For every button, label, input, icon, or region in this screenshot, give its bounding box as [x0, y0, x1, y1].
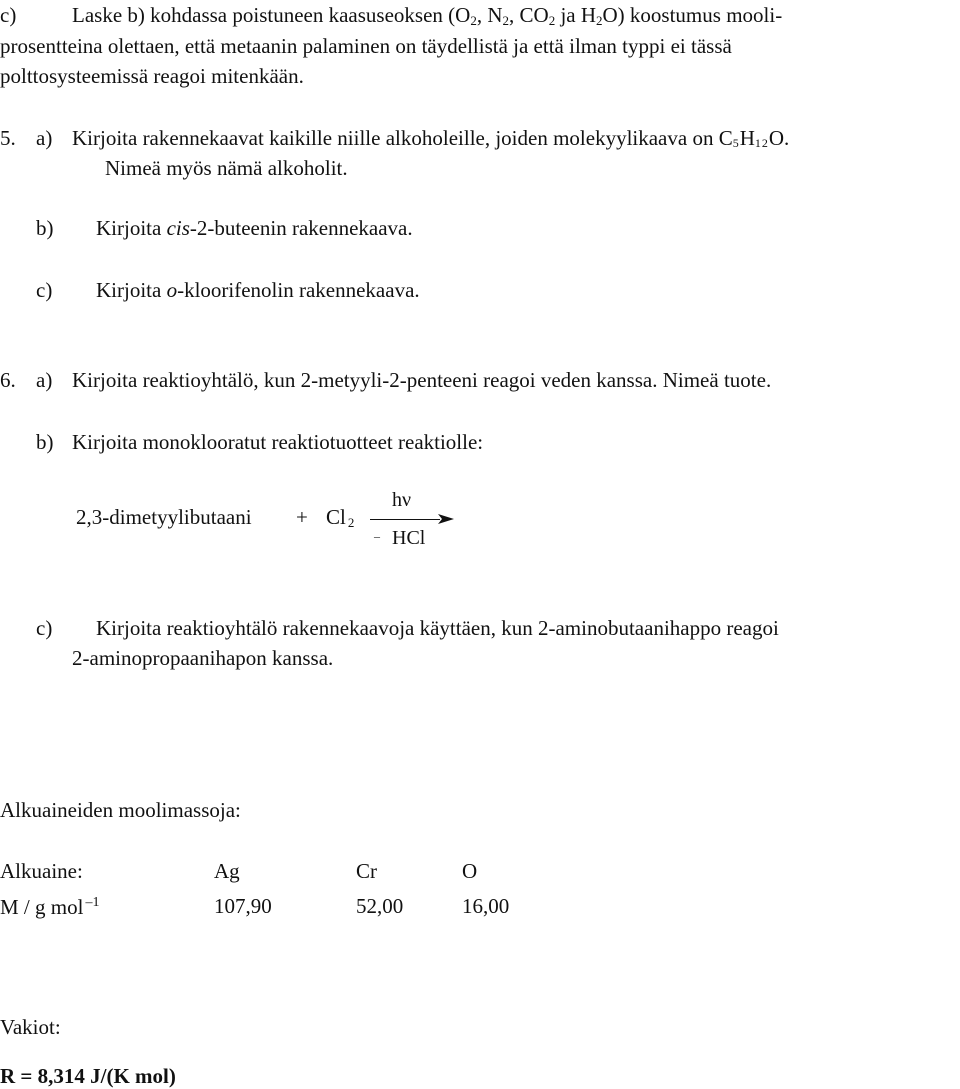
q5a-text: Kirjoita rakennekaavat kaikille niille alkoholeille, joiden molekyylikaava on C5H12O. — [72, 126, 790, 150]
q5a-line2: Nimeä myös nämä alkoholit. — [105, 156, 348, 180]
q6b-label: b) — [36, 430, 54, 454]
q6-number: 6. — [0, 368, 16, 392]
element-symbol-ag: Ag — [214, 859, 240, 883]
gas-constant: R = 8,314 J/(K mol) — [0, 1064, 176, 1088]
element-mass-o: 16,00 — [462, 894, 510, 918]
q4c-line2: prosentteina olettaen, että metaanin palaminen on täydellistä ja että ilman typpi ei tässä — [0, 34, 732, 58]
reaction-arrow-line — [370, 519, 440, 520]
q6b-text: Kirjoita monoklooratut reaktiotuotteet reaktiolle: — [72, 430, 484, 454]
q5-number: 5. — [0, 126, 16, 150]
reaction-above-arrow: hν — [392, 489, 412, 511]
reaction-plus: + — [296, 505, 308, 529]
reaction-cl2: Cl $_2$ — [326, 505, 355, 530]
reaction-minus: – — [374, 529, 380, 543]
molar-heading: Alkuaineiden moolimassoja: — [0, 798, 241, 822]
q6a-text: Kirjoita reaktioyhtälö, kun 2-metyyli-2-penteeni reagoi veden kanssa. Nimeä tuote. — [72, 368, 772, 392]
q6c-label: c) — [36, 616, 53, 640]
q5a-label: a) — [36, 126, 53, 150]
reaction-below-arrow: HCl — [392, 527, 426, 549]
molar-row2-label: M / g mol $^{-1}$ — [0, 895, 100, 919]
element-symbol-cr: Cr — [356, 859, 377, 883]
reaction-reactant: 2,3-dimetyylibutaani — [76, 505, 252, 529]
q6a-label: a) — [36, 368, 53, 392]
q4c-label: c) — [0, 3, 17, 27]
q5c-label: c) — [36, 278, 53, 302]
q4c-line1: Laske b) kohdassa poistuneen kaasuseoksen ($O_2$, $N_2$, $CO_2$ ja $H_2O$) koostumus mooli- — [72, 3, 783, 28]
q4c-line3: polttosysteemissä reagoi mitenkään. — [0, 64, 304, 88]
element-mass-cr: 52,00 — [356, 894, 404, 918]
q5b-text: Kirjoita cis-2-buteenin rakennekaava. — [96, 216, 413, 240]
constants-heading: Vakiot: — [0, 1015, 61, 1039]
q5c-text: Kirjoita o-kloorifenolin rakennekaava. — [96, 278, 420, 302]
element-symbol-o: O — [462, 859, 478, 883]
q6c-line1: Kirjoita reaktioyhtälö rakennekaavoja käyttäen, kun 2-aminobutaanihappo reagoi — [96, 616, 779, 640]
arrowhead-icon — [438, 513, 454, 525]
q6c-line2: 2-aminopropaanihapon kanssa. — [72, 646, 334, 670]
q5b-label: b) — [36, 216, 54, 240]
element-mass-ag: 107,90 — [214, 894, 272, 918]
molar-row1-label: Alkuaine: — [0, 859, 83, 883]
